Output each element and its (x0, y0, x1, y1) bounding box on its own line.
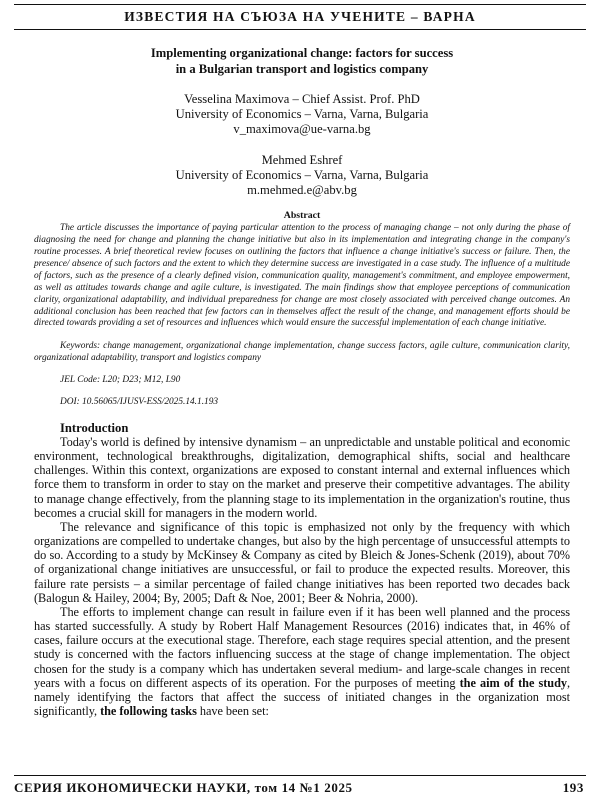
jel-code: JEL Code: L20; D23; M12, L90 (60, 375, 181, 386)
abstract-heading: Abstract (283, 210, 321, 222)
page-number: 193 (562, 780, 584, 795)
intro-paragraph-2: The relevance and significance of this topic is emphasized not only by the frequency with which organizations are compelled to undertake changes, but also by the high percentage of unsuccessful attempts to do so. According to a study by McKinsey & Company as cited by Bleich & Jones-Schenk (2019), about 70% of organizational change initiatives are unsuccessful, or fail to produce the expected results. Moreover, this failure rate persists – a similar percentage of failed change initiatives has been reported two decades back (Balogun & Hailey, 2004; By, 2005; Daft & Noe, 2001; Beer & Nohria, 2000). (34, 519, 570, 605)
header-rule-bottom (14, 29, 586, 30)
author-email: v_maximova@ue-varna.bg (233, 122, 371, 137)
emphasis-aim: the aim of the study (459, 675, 567, 690)
author-block-2 (34, 153, 570, 199)
article-content (34, 46, 570, 718)
author-email: m.mehmed.e@abv.bg (247, 183, 357, 198)
intro-paragraph-1: Today's world is defined by intensive dynamism – an unpredictable and unstable political and economic environment, technological breakthroughs, digitalization, demographical shifts, social and healthcare challenges. Within this context, organizations are exposed to constant internal and external influences which force them to transform in order to stay on the market and preserve their competitive advantages. The ability to manage change effectively, from the planning stage to its implementation in the organization's routine, thus becomes a crucial skill for managers in the modern world. (34, 435, 570, 520)
page-footer (14, 779, 586, 797)
intro-paragraph-3 (34, 605, 570, 718)
abstract-text: The article discusses the importance of paying particular attention to the process of managing change – not only during the phase of diagnosing the need for change and planning the change initiative but also in its implementation and integrating change in the company's routine processes. A brief theoretical review focuses on outlining the factors that influence a change initiative's success or failure. Then, the presence/ absence of such factors and the extent to which they determine success are investigated in a case study. The influence of a multitude of factors, such as the presence of a clearly defined vision, communication quality, management's commitment, and employee empowerment, as well as attitudes towards change and agile culture, is investigated. The main findings show that employee perceptions of communication clarity, organizational adaptability, and individual preparedness for change are most closely associated with perceived change outcomes. An additional conclusion has been reached that few factors can in themselves affect the result of the change, and management efforts should be directed towards providing a set of resources and influences which would ensure the successful implementation of each change initiative. (34, 223, 570, 329)
title-line-2: in a Bulgarian transport and logistics company (175, 61, 429, 76)
emphasis-tasks: the following tasks (100, 703, 197, 718)
footer-series: СЕРИЯ ИКОНОМИЧЕСКИ НАУКИ, том 14 №1 2025 (14, 780, 353, 795)
author-name: Vesselina Maximova – Chief Assist. Prof. PhD (184, 92, 420, 106)
author-affiliation: University of Economics – Varna, Varna, Bulgaria (175, 107, 429, 122)
doi: DOI: 10.56065/IJUSV-ESS/2025.14.1.193 (60, 397, 219, 408)
header-rule-top (14, 4, 586, 5)
author-affiliation: University of Economics – Varna, Varna, Bulgaria (175, 167, 429, 182)
author-block-1 (34, 92, 570, 138)
section-heading-introduction: Introduction (60, 421, 129, 435)
author-name: Mehmed Eshref (261, 152, 343, 167)
article-title (34, 46, 570, 77)
footer-rule (14, 775, 586, 776)
paragraph-text: , namely identifying the factors that affect the success of initiated changes in the organization most significantly, (34, 675, 570, 718)
paragraph-text: have been set: (196, 703, 269, 718)
keywords: Keywords: change management, organizational change implementation, change success factors, agile culture, communication clarity, organizational adaptability, transport and logistics company (34, 341, 570, 364)
title-line-1: Implementing organizational change: factors for success (150, 46, 454, 60)
paragraph-text: The efforts to implement change can result in failure even if it has been well planned and the process has started successfully. A study by Robert Half Management Resources (2016) indicates that, in 46% of cases, failure occurs at the executional stage. Therefore, each stage requires special attention, and the present study is concerned with the factors influencing success at the stage of change implementation. The object chosen for the study is a company which has undertaken several medium- and large-scale changes in recent years with a focus on different aspects of its operation. For the purposes of meeting (34, 604, 570, 690)
journal-header: ИЗВЕСТИЯ НА СЪЮЗА НА УЧЕНИТЕ – ВАРНА (124, 9, 476, 24)
